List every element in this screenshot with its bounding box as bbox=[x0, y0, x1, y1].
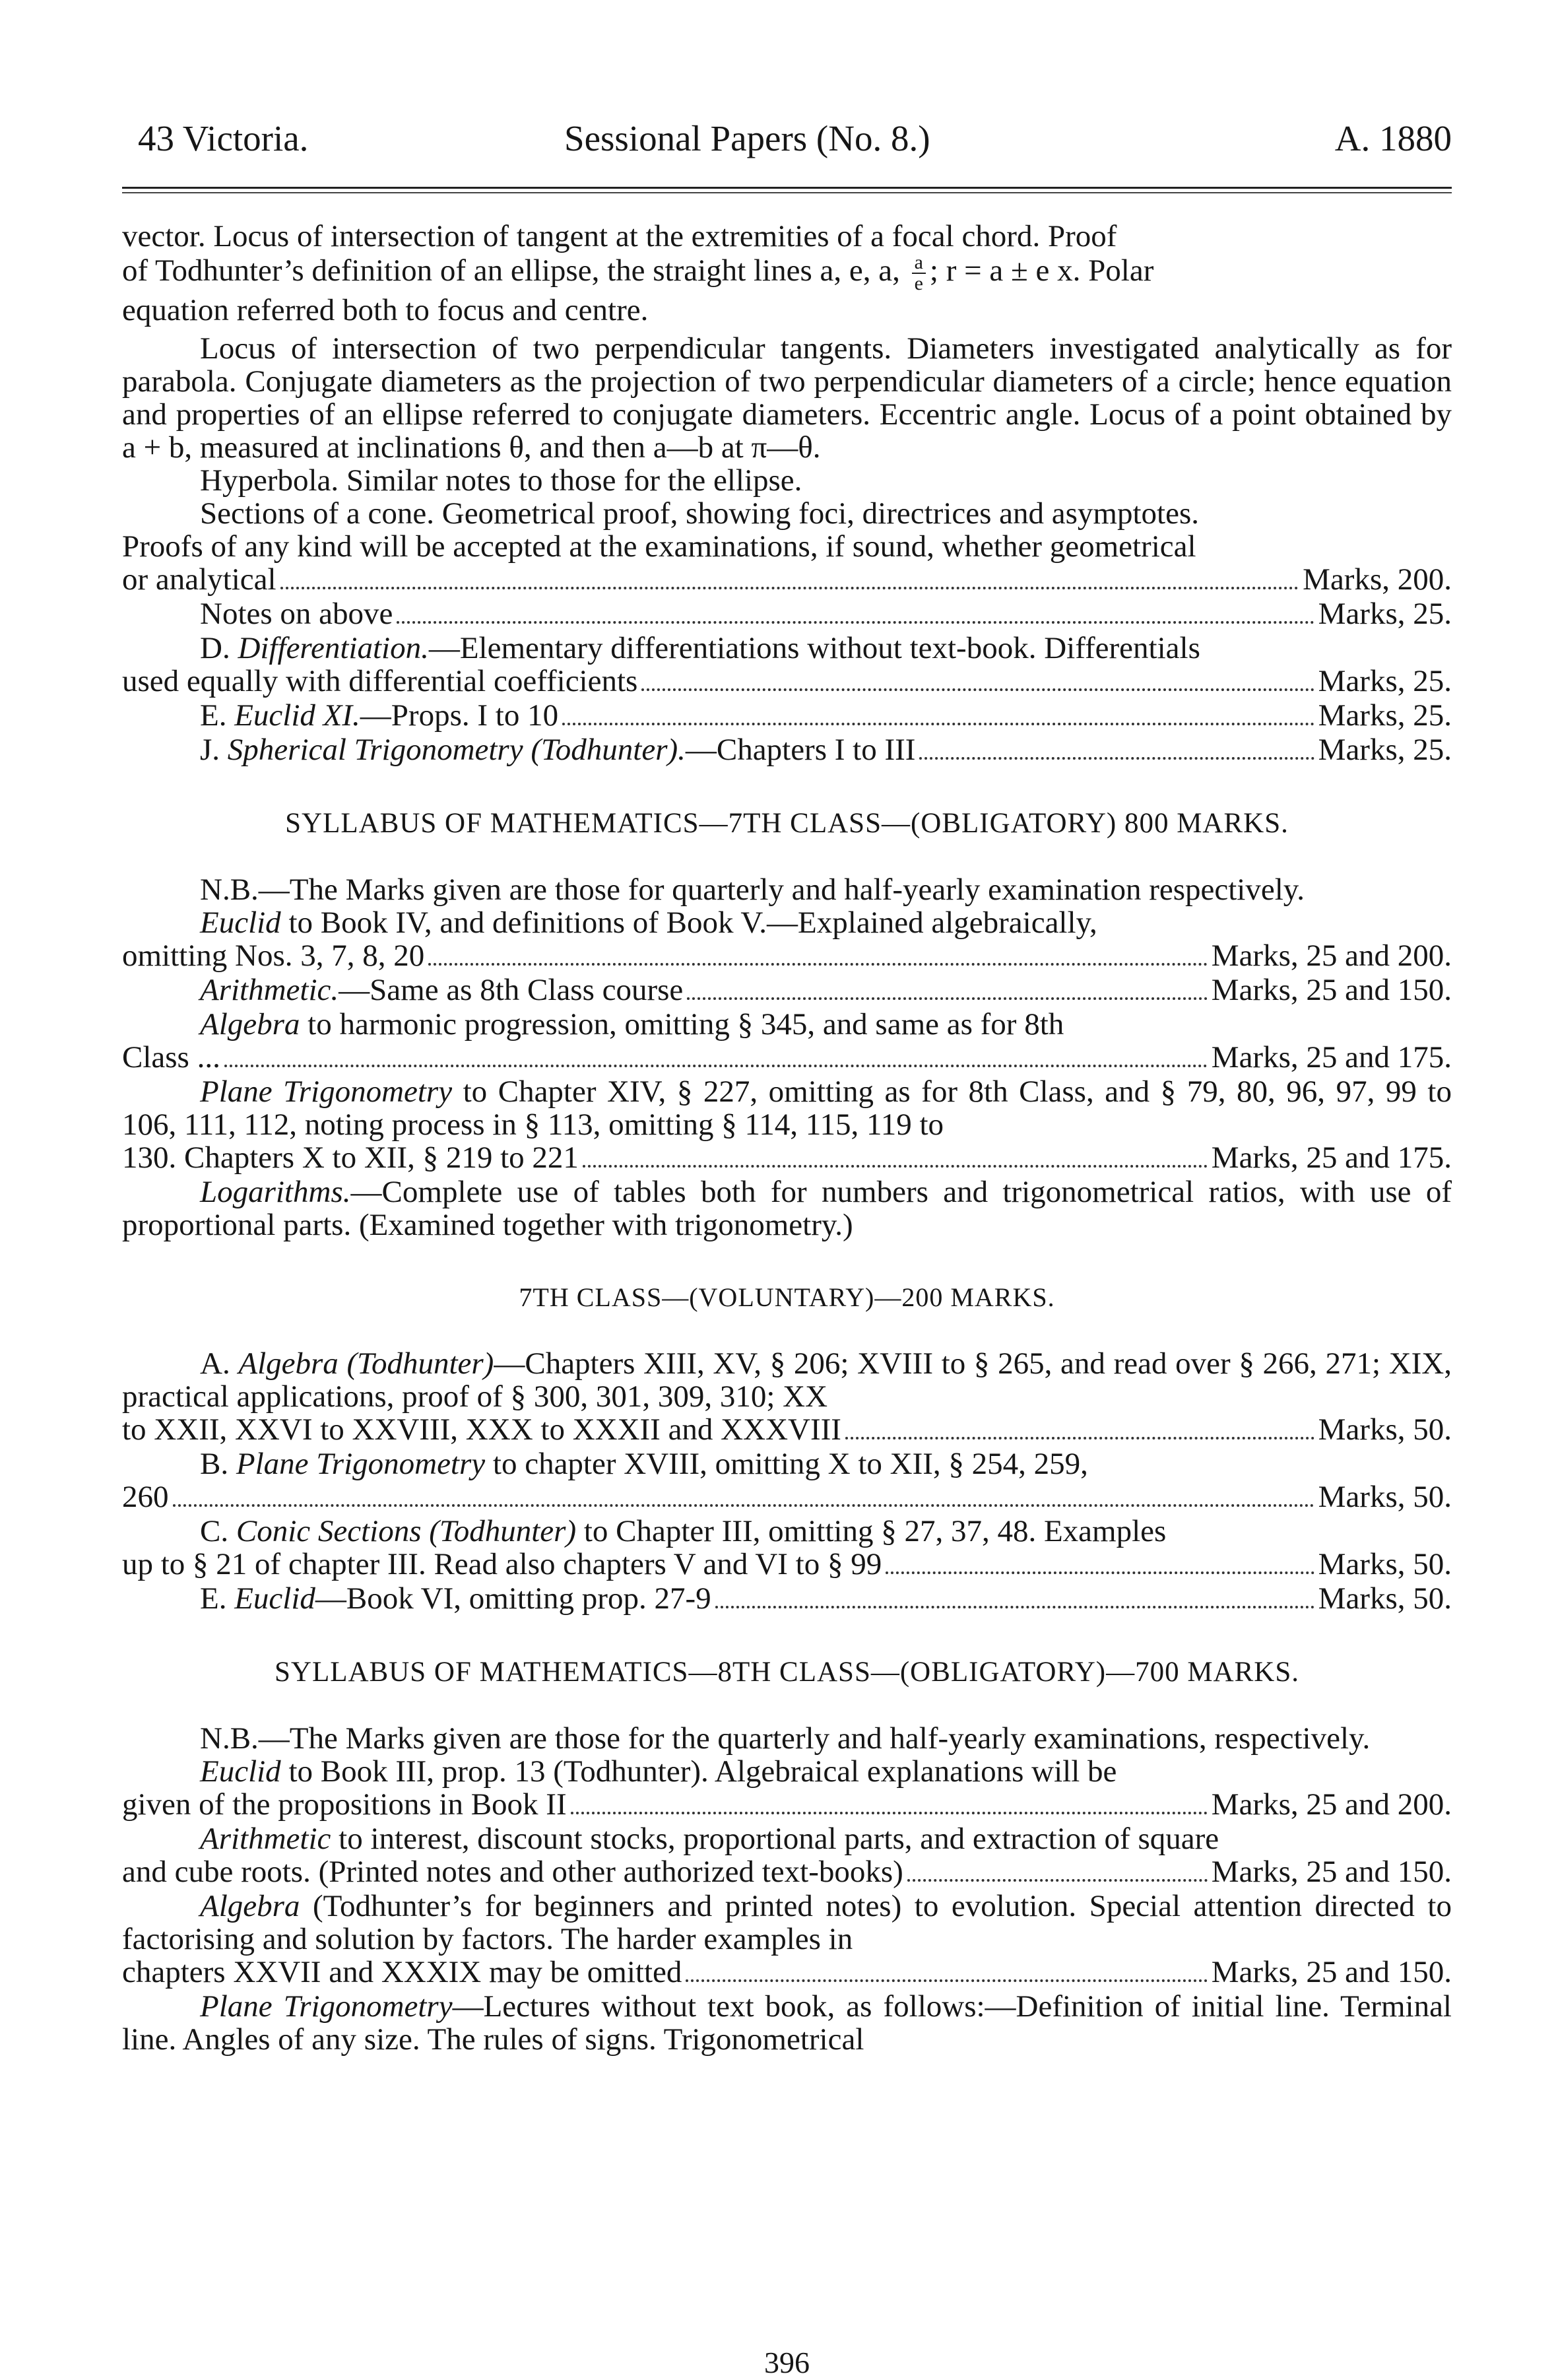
entry-analytical: or analytical Marks, 200. bbox=[122, 562, 1452, 597]
entry-notes-above: Notes on above Marks, 25. bbox=[200, 597, 1452, 631]
intro-line-3: equation referred both to focus and centre. bbox=[122, 293, 649, 327]
section-heading-8th-obligatory: SYLLABUS OF MATHEMATICS—8TH CLASS—(OBLIGATORY)—700 MARKS. bbox=[274, 1657, 1299, 1688]
page bbox=[122, 118, 1452, 2379]
entry-euclid-7th-marks: omitting Nos. 3, 7, 8, 20 Marks, 25 and 200. bbox=[122, 939, 1452, 973]
marks: Marks, 50. bbox=[1318, 1581, 1452, 1616]
page-number: 396 bbox=[764, 2346, 810, 2379]
marks: Marks, 25 and 200. bbox=[1211, 1787, 1452, 1822]
entry-algebra-7th-marks: Class ... Marks, 25 and 175. bbox=[122, 1040, 1452, 1074]
intro-line-1: vector. Locus of intersection of tangent at the extremities of a focal chord. Proof bbox=[122, 219, 1117, 253]
entry-plane-trig-voluntary-marks: 260 Marks, 50. bbox=[122, 1480, 1452, 1514]
entry-plane-trig-7th-marks: 130. Chapters X to XII, § 219 to 221 Marks, 25 and 175. bbox=[122, 1140, 1452, 1175]
entry-arithmetic-7th: Arithmetic. —Same as 8th Class course Marks, 25 and 150. bbox=[200, 973, 1452, 1007]
entry-algebra-7th: Algebra to harmonic progression, omitting § 345, and same as for 8th bbox=[200, 1007, 1064, 1041]
entry-plane-trig-8th: Plane Trigonometry—Lectures without text book, as follows:—Definition of initial line. Terminal line. Angles of any size. The rules of signs. Trigonometrical bbox=[122, 1989, 1452, 2057]
entry-euclid-xi: E. Euclid XI. —Props. I to 10 Marks, 25. bbox=[200, 698, 1452, 733]
header-volume: 43 Victoria. bbox=[138, 118, 309, 158]
entry-algebra-8th-marks: chapters XXVII and XXXIX may be omitted Marks, 25 and 150. bbox=[122, 1955, 1452, 1989]
marks: Marks, 25 and 150. bbox=[1211, 1855, 1452, 1889]
intro-line-2: of Todhunter’s definition of an ellipse, the straight lines a, e, a, $\frac{a}{e}$ ; r = a ± e x. Polar bbox=[122, 251, 1154, 294]
entry-arithmetic-8th-marks: and cube roots. (Printed notes and other authorized text-books) Marks, 25 and 150. bbox=[122, 1855, 1452, 1889]
entry-conic-sections-marks: up to § 21 of chapter III. Read also chapters V and VI to § 99 Marks, 50. bbox=[122, 1547, 1452, 1581]
entry-algebra-voluntary: A. Algebra (Todhunter)—Chapters XIII, XV, § 206; XVIII to § 265, and read over § 266, 271; XIX, practical applications, proof of § 300, 301, 309, 310; XX bbox=[122, 1346, 1452, 1414]
marks: Marks, 25 and 175. bbox=[1211, 1040, 1452, 1074]
entry-differentiation: D. Differentiation.—Elementary differentiations without text-book. Differentials bbox=[200, 631, 1200, 665]
section-heading-7th-obligatory: SYLLABUS OF MATHEMATICS—7TH CLASS—(OBLIGATORY) 800 MARKS. bbox=[285, 808, 1289, 839]
marks: Marks, 50. bbox=[1318, 1480, 1452, 1514]
paragraph-conjugate-diameters: Locus of intersection of two perpendicular tangents. Diameters investigated analytically as for parabola. Conjugate diameters as the projection of two perpendicular diameters of a circle; hence equation and properties of an ellipse referred to conjugate diameters. Eccentric angle. Locus of a point obtained by a + b, measured at inclinations θ, and then a—b at π—θ. bbox=[122, 331, 1452, 465]
header-title: Sessional Papers (No. 8.) bbox=[564, 118, 930, 158]
marks: Marks, 200. bbox=[1303, 562, 1452, 597]
entry-logarithms-7th: Logarithms.—Complete use of tables both for numbers and trigonometrical ratios, with use of proportional parts. (Examined together with trigonometry.) bbox=[122, 1175, 1452, 1242]
running-header bbox=[122, 118, 1452, 168]
nb-8th: N.B.—The Marks given are those for the quarterly and half-yearly examinations, respectively. bbox=[200, 1721, 1371, 1756]
marks: Marks, 25. bbox=[1318, 664, 1452, 698]
entry-algebra-8th: Algebra (Todhunter’s for beginners and printed notes) to evolution. Special attention directed to factorising and solution by factors. The harder examples in bbox=[122, 1889, 1452, 1956]
entry-differentiation-marks: used equally with differential coefficients Marks, 25. bbox=[122, 664, 1452, 698]
marks: Marks, 25. bbox=[1318, 733, 1452, 767]
entry-euclid-8th: Euclid to Book III, prop. 13 (Todhunter). Algebraical explanations will be bbox=[200, 1754, 1117, 1789]
marks: Marks, 25 and 150. bbox=[1211, 973, 1452, 1007]
nb-7th: N.B.—The Marks given are those for quarterly and half-yearly examination respectively. bbox=[200, 873, 1305, 907]
section-heading-7th-voluntary: 7TH CLASS—(VOLUNTARY)—200 MARKS. bbox=[519, 1282, 1055, 1312]
paragraph-proofs: Proofs of any kind will be accepted at the examinations, if sound, whether geometrical bbox=[122, 529, 1196, 564]
entry-conic-sections: C. Conic Sections (Todhunter) to Chapter III, omitting § 27, 37, 48. Examples bbox=[200, 1514, 1167, 1548]
header-rule bbox=[122, 187, 1452, 193]
fraction: $\frac{a}{e}$ bbox=[912, 253, 926, 294]
marks: Marks, 25 and 150. bbox=[1211, 1955, 1452, 1989]
entry-euclid-8th-marks: given of the propositions in Book II Marks, 25 and 200. bbox=[122, 1787, 1452, 1822]
entry-arithmetic-8th: Arithmetic to interest, discount stocks, proportional parts, and extraction of square bbox=[200, 1822, 1219, 1856]
marks: Marks, 25. bbox=[1318, 597, 1452, 631]
header-series: A. 1880 bbox=[1334, 118, 1452, 158]
paragraph-hyperbola: Hyperbola. Similar notes to those for the ellipse. bbox=[200, 463, 802, 498]
marks: Marks, 50. bbox=[1318, 1547, 1452, 1581]
entry-euclid-voluntary: E. Euclid —Book VI, omitting prop. 27-9 Marks, 50. bbox=[200, 1581, 1452, 1616]
marks: Marks, 25. bbox=[1318, 698, 1452, 733]
entry-plane-trig-7th: Plane Trigonometry to Chapter XIV, § 227, omitting as for 8th Class, and § 79, 80, 96, 97, 99 to 106, 111, 112, noting process in § 113, omitting § 114, 115, 119 to bbox=[122, 1074, 1452, 1142]
marks: Marks, 25 and 175. bbox=[1211, 1140, 1452, 1175]
entry-euclid-7th: Euclid to Book IV, and definitions of Book V.—Explained algebraically, bbox=[200, 906, 1097, 940]
entry-spherical-trig: J. Spherical Trigonometry (Todhunter). —Chapters I to III Marks, 25. bbox=[200, 733, 1452, 767]
entry-plane-trig-voluntary: B. Plane Trigonometry to chapter XVIII, omitting X to XII, § 254, 259, bbox=[200, 1447, 1088, 1481]
marks: Marks, 25 and 200. bbox=[1211, 939, 1452, 973]
entry-algebra-voluntary-marks: to XXII, XXVI to XXVIII, XXX to XXXII and XXXVIII Marks, 50. bbox=[122, 1412, 1452, 1447]
paragraph-sections-cone: Sections of a cone. Geometrical proof, showing foci, directrices and asymptotes. bbox=[200, 496, 1199, 531]
marks: Marks, 50. bbox=[1318, 1412, 1452, 1447]
